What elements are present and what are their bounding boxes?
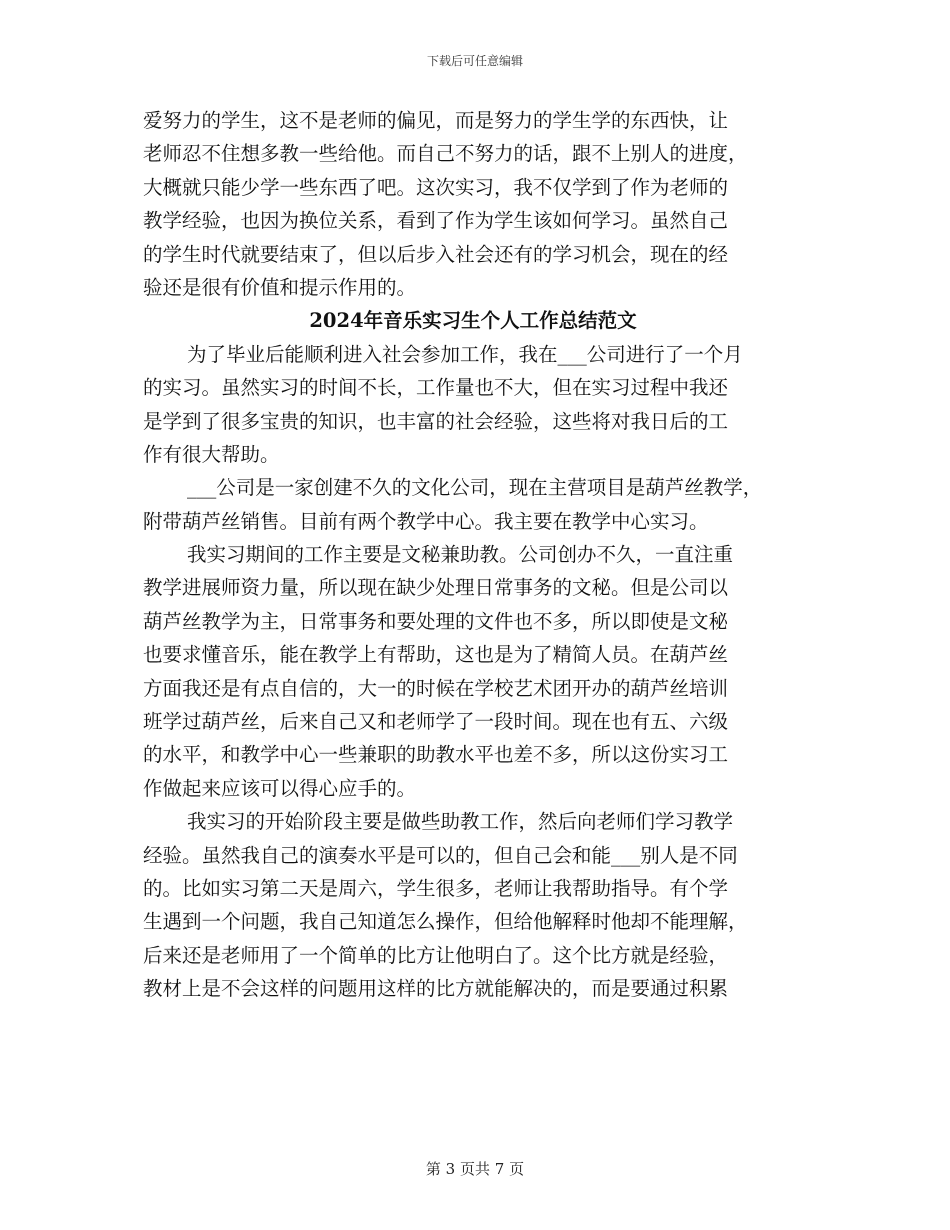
text-line: 生遇到一个问题，我自己知道怎么操作，但给他解释时他却不能理解， bbox=[143, 910, 748, 934]
paragraph-first-line: 我实习的开始阶段主要是做些助教工作，然后向老师们学习教学 bbox=[187, 810, 734, 834]
text-line: 的。比如实习第二天是周六，学生很多，老师让我帮助指导。有个学 bbox=[143, 876, 729, 900]
text-line: 教学经验，也因为换位关系，看到了作为学生该如何学习。虽然自己 bbox=[143, 209, 729, 233]
text-line: 附带葫芦丝销售。目前有两个教学中心。我主要在教学中心实习。 bbox=[143, 509, 709, 533]
text-line: 教学进展师资力量，所以现在缺少处理日常事务的文秘。但是公司以 bbox=[143, 576, 729, 600]
text-line: 也要求懂音乐，能在教学上有帮助，这也是为了精简人员。在葫芦丝 bbox=[143, 643, 729, 667]
paragraph-first-line: ___公司是一家创建不久的文化公司，现在主营项目是葫芦丝教学， bbox=[187, 476, 763, 500]
text-line: 作有很大帮助。 bbox=[143, 442, 280, 466]
text-line: 班学过葫芦丝，后来自己又和老师学了一段时间。现在也有五、六级 bbox=[143, 710, 729, 734]
section-title: 2024年音乐实习生个人工作总结范文 bbox=[309, 309, 637, 333]
text-line: 葫芦丝教学为主，日常事务和要处理的文件也不多，所以即使是文秘 bbox=[143, 609, 729, 633]
text-line: 的实习。虽然实习的时间不长，工作量也不大，但在实习过程中我还 bbox=[143, 376, 729, 400]
text-line: 的学生时代就要结束了，但以后步入社会还有的学习机会，现在的经 bbox=[143, 242, 729, 266]
paragraph-first-line: 我实习期间的工作主要是文秘兼助教。公司创办不久，一直注重 bbox=[187, 543, 734, 567]
text-line: 教材上是不会这样的问题用这样的比方就能解决的，而是要通过积累 bbox=[143, 977, 729, 1001]
text-line: 是学到了很多宝贵的知识，也丰富的社会经验，这些将对我日后的工 bbox=[143, 409, 729, 433]
paragraph-first-line: 为了毕业后能顺利进入社会参加工作，我在___公司进行了一个月 bbox=[187, 342, 743, 366]
text-line: 大概就只能少学一些东西了吧。这次实习，我不仅学到了作为老师的 bbox=[143, 175, 729, 199]
text-line: 老师忍不住想多教一些给他。而自己不努力的话，跟不上别人的进度， bbox=[143, 142, 748, 166]
page-header: 下载后可任意编辑 bbox=[426, 54, 523, 68]
text-line: 的水平，和教学中心一些兼职的助教水平也差不多，所以这份实习工 bbox=[143, 743, 729, 767]
text-line: 验还是很有价值和提示作用的。 bbox=[143, 275, 417, 299]
text-line: 经验。虽然我自己的演奏水平是可以的，但自己会和能___别人是不同 bbox=[143, 843, 738, 867]
document-body bbox=[143, 104, 833, 1006]
page-number: 第 3 页共 7 页 bbox=[425, 1160, 525, 1178]
text-line: 作做起来应该可以得心应手的。 bbox=[143, 776, 417, 800]
text-line: 爱努力的学生，这不是老师的偏见，而是努力的学生学的东西快，让 bbox=[143, 109, 729, 132]
text-line: 后来还是老师用了一个简单的比方让他明白了。这个比方就是经验， bbox=[143, 943, 729, 967]
text-line: 方面我还是有点自信的，大一的时候在学校艺术团开办的葫芦丝培训 bbox=[143, 676, 729, 700]
